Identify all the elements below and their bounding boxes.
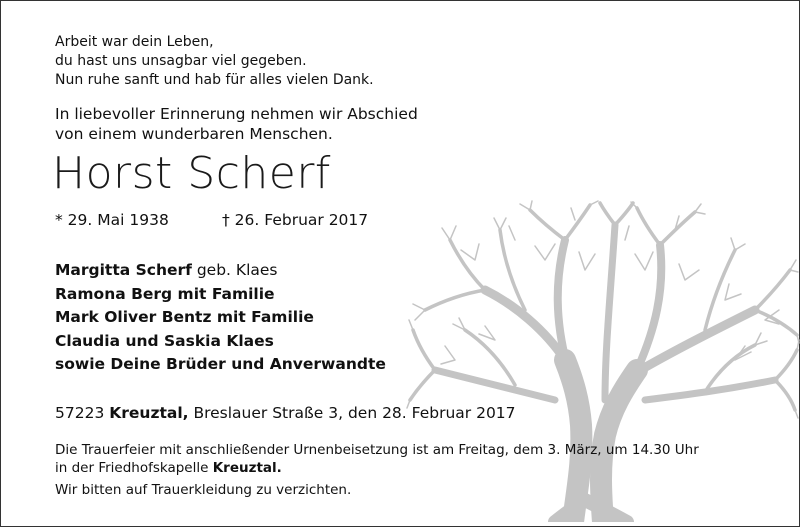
birth-date: * 29. Mai 1938 — [55, 211, 169, 229]
mourner-line: sowie Deine Brüder und Anverwandte — [55, 355, 386, 373]
funeral-line: Die Trauerfeier mit anschließender Urnenbeisetzung ist am Freitag, dem 3. März, um 14.30 Uhr — [55, 442, 699, 458]
mourner-line: Mark Oliver Bentz mit Familie — [55, 308, 314, 326]
deceased-name: Horst Scherf — [52, 148, 331, 199]
funeral-location: in der Friedhofskapelle — [55, 460, 213, 476]
intro-text — [55, 104, 418, 144]
address-date: Breslauer Straße 3, den 28. Februar 2017 — [188, 404, 516, 422]
mourner-line: Ramona Berg mit Familie — [55, 284, 275, 303]
place-and-date — [55, 404, 516, 422]
mourner-name: Margitta Scherf — [55, 261, 192, 279]
mourner-line — [55, 259, 386, 283]
death-date: † 26. Februar 2017 — [222, 211, 369, 229]
postal-code: 57223 — [55, 404, 110, 422]
intro-line: In liebevoller Erinnerung nehmen wir Abschied — [55, 105, 418, 123]
poem-line: Arbeit war dein Leben, — [55, 34, 214, 50]
mourner-maiden-name: geb. Klaes — [191, 261, 278, 279]
poem-line: Nun ruhe sanft und hab für alles vielen Dank. — [55, 72, 374, 88]
poem — [55, 33, 374, 90]
mourners-list — [55, 259, 386, 377]
mourner-line: Claudia und Saskia Klaes — [55, 331, 274, 350]
attire-note: Wir bitten auf Trauerkleidung zu verzichten. — [55, 482, 352, 498]
intro-line: von einem wunderbaren Menschen. — [55, 125, 333, 143]
funeral-city: Kreuztal. — [212, 460, 282, 476]
funeral-line — [55, 459, 699, 477]
funeral-notice — [55, 441, 699, 477]
poem-line: du hast uns unsagbar viel gegeben. — [55, 53, 307, 69]
city: Kreuztal, — [109, 404, 189, 422]
